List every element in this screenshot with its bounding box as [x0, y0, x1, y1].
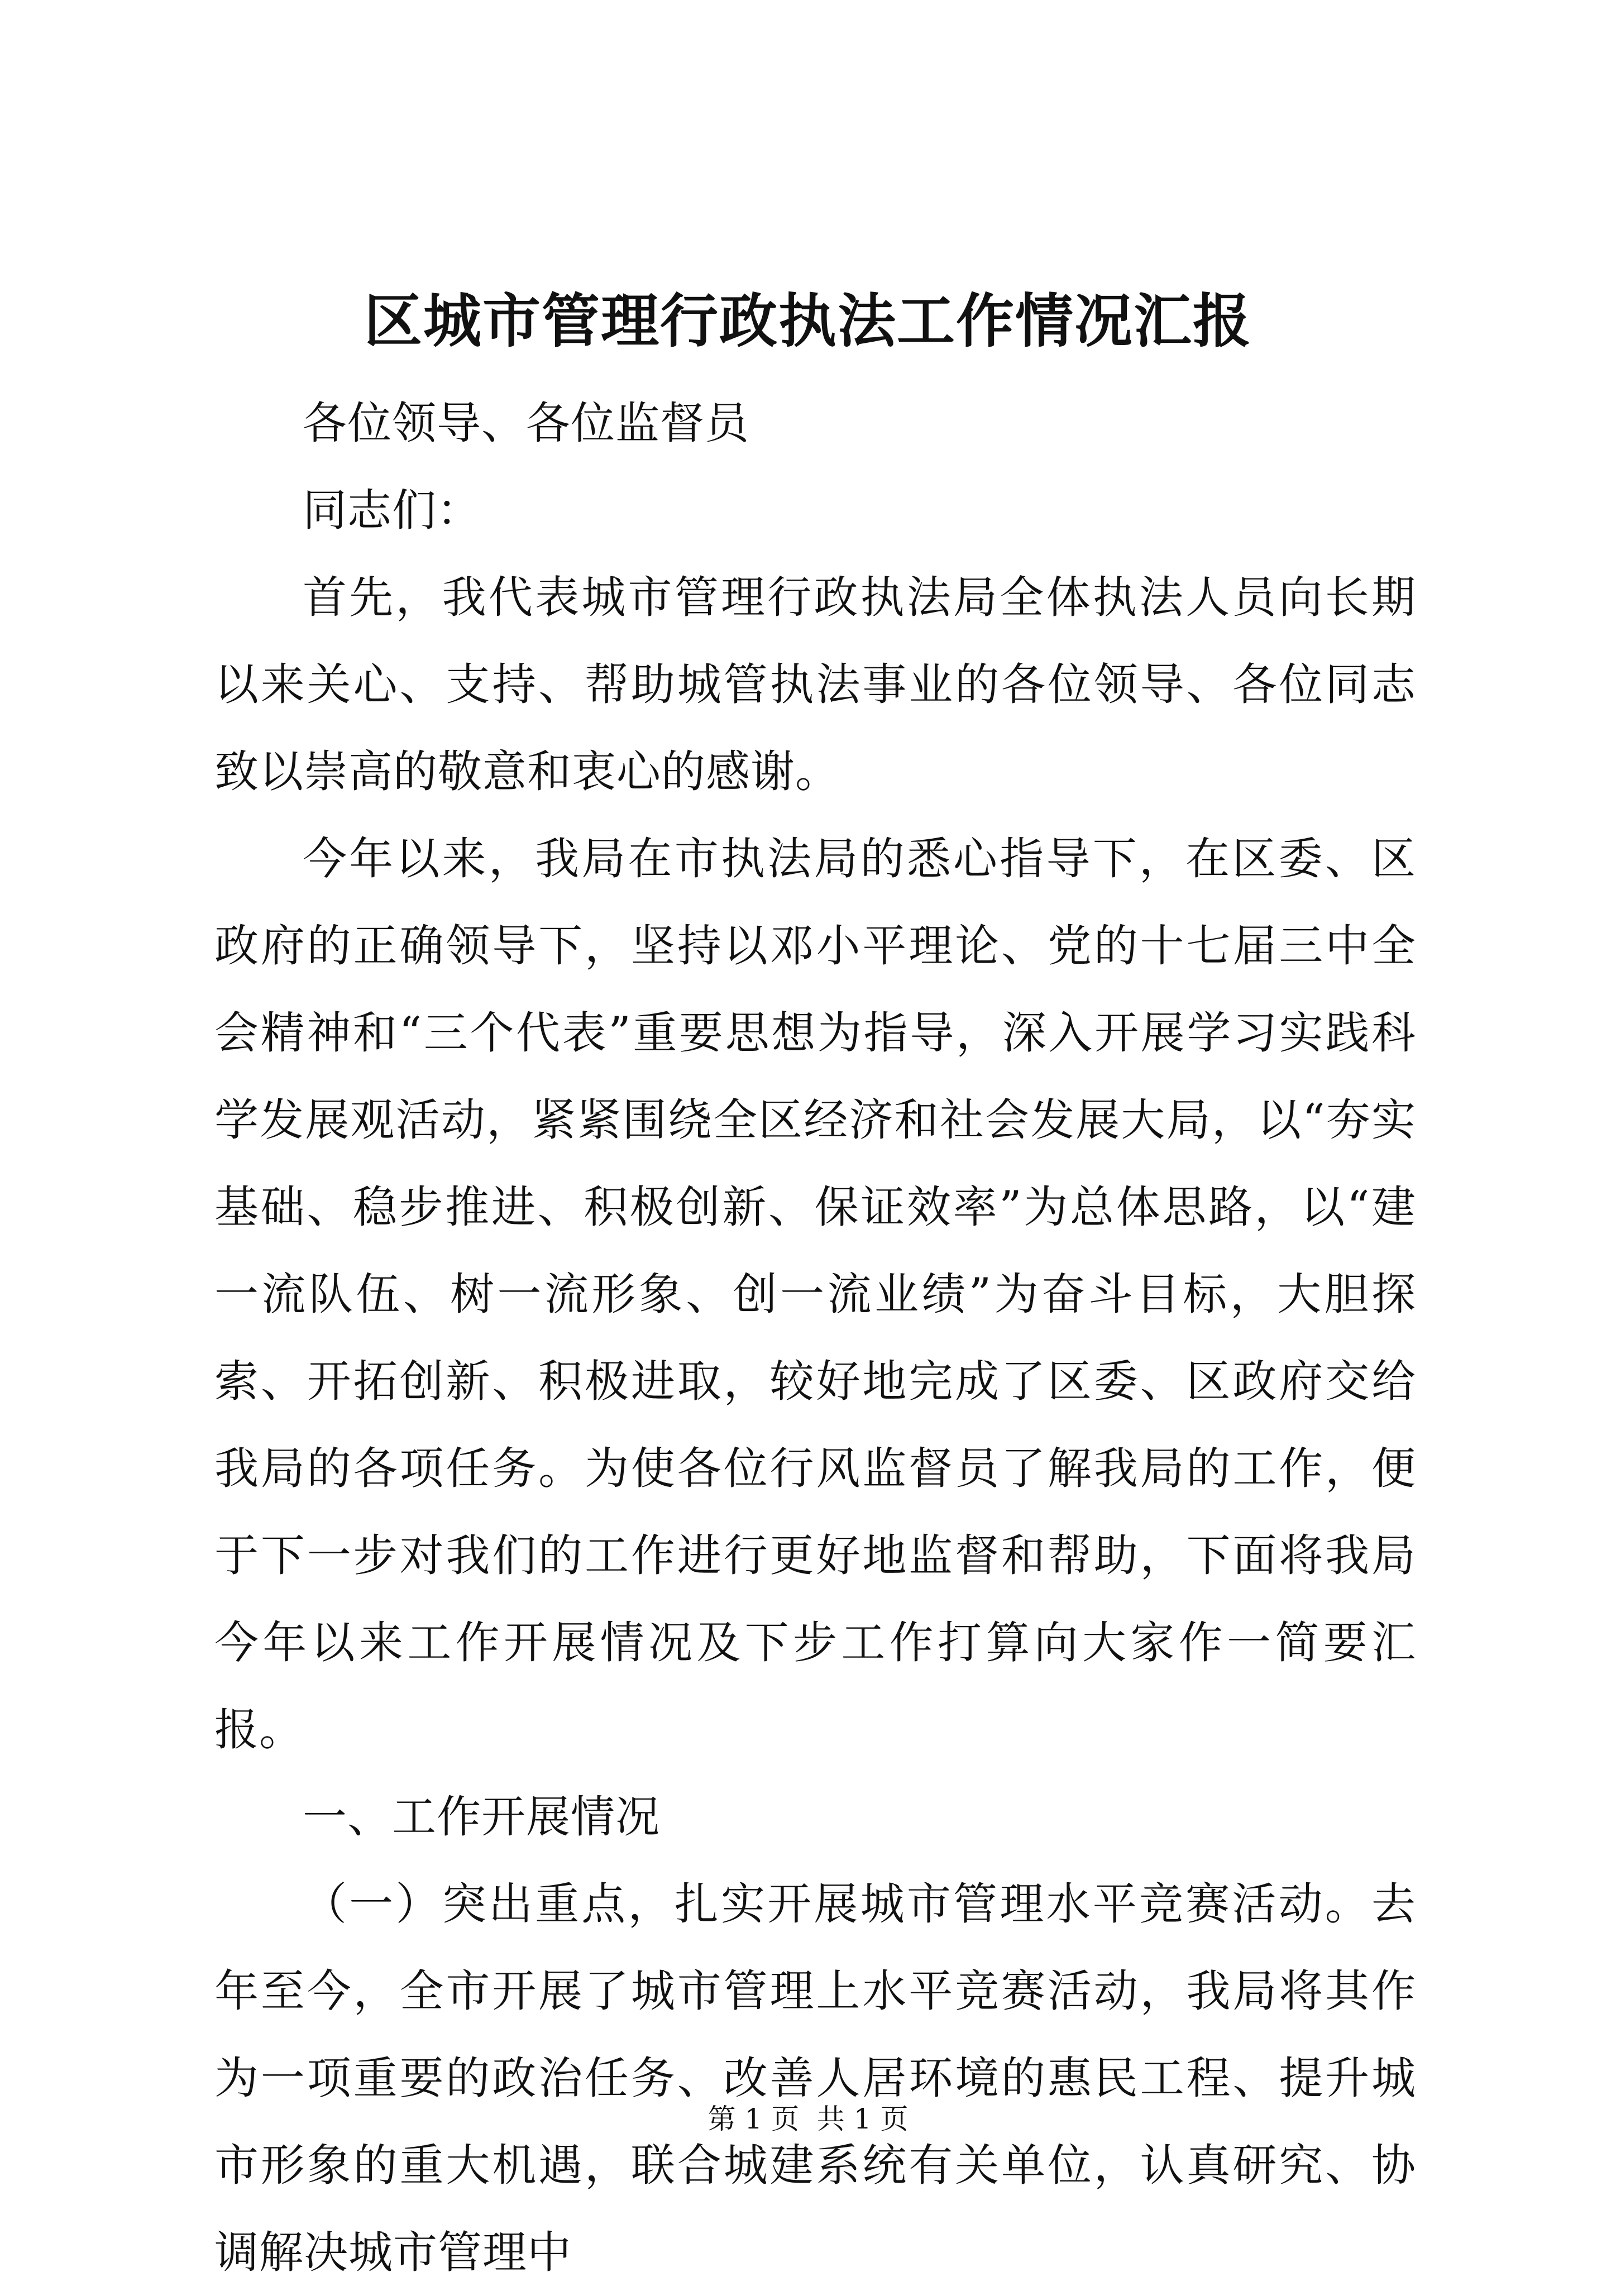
page-footer — [0, 2099, 1616, 2139]
document-title: 区城市管理行政执法工作情况汇报 — [364, 286, 1252, 355]
subsection-paragraph: （一）突出重点，扎实开展城市管理水平竞赛活动。去年至今，全市开展了城市管理上水平竞赛活动，我局将其作为一项重要的政治任务、改善人居环境的惠民工程、提升城市形象的重大机遇，联合城建系统有关单位，认真研究、协调解决城市管理中 — [214, 1878, 1416, 2278]
page-number-label: 第 1 页 共 1 页 — [707, 2103, 909, 2135]
salutation-line: 各位领导、各位监督员 — [303, 398, 749, 449]
section-heading: 一、工作开展情况 — [303, 1791, 660, 1843]
document-body — [214, 380, 1416, 2296]
greeting-line: 同志们： — [303, 485, 481, 536]
opening-paragraph: 首先，我代表城市管理行政执法局全体执法人员向长期以来关心、支持、帮助城管执法事业的各位领导、各位同志致以崇高的敬意和衷心的感谢。 — [214, 572, 1416, 797]
intro-paragraph: 今年以来，我局在市执法局的悉心指导下，在区委、区政府的正确领导下，坚持以邓小平理论、党的十七届三中全会精神和“三个代表”重要思想为指导，深入开展学习实践科学发展观活动，紧紧围绕全区经济和社会发展大局，以“夯实基础、稳步推进、积极创新、保证效率”为总体思路，以“建一流队伍、树一流形象、创一流业绩”为奋斗目标，大胆探索、开拓创新、积极进取，较好地完成了区委、区政府交给我局的各项任务。为使各位行风监督员了解我局的工作，便于下一步对我们的工作进行更好地监督和帮助，下面将我局今年以来工作开展情况及下步工作打算向大家作一简要汇报。 — [214, 833, 1416, 1756]
